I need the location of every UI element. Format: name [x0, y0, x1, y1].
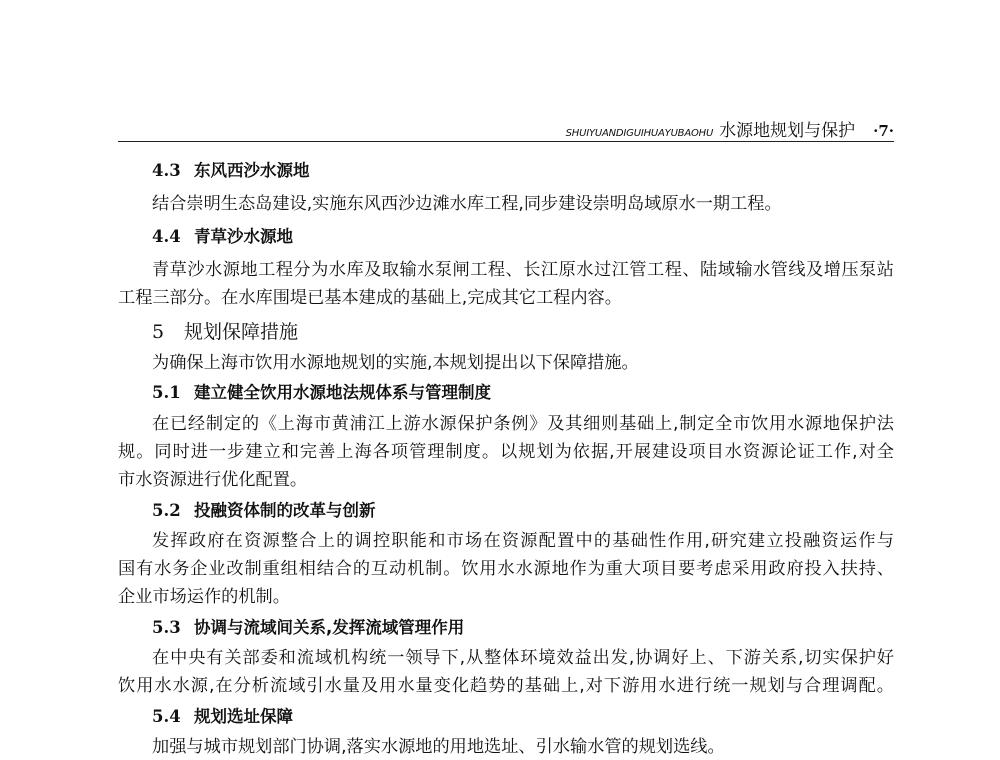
section-number: 5.1	[152, 383, 181, 402]
section-title: 规划选址保障	[194, 707, 293, 726]
running-header	[566, 116, 894, 141]
section-number: 5.2	[152, 501, 181, 520]
section-title: 东风西沙水源地	[194, 161, 310, 180]
section-heading-5-4	[118, 704, 894, 730]
header-rule	[118, 141, 894, 142]
paragraph-5-1-line-1: 在已经制定的《上海市黄浦江上游水源保护条例》及其细则基础上,制定全市饮用水源地保护法	[152, 414, 894, 434]
section-number: 4.3	[152, 161, 181, 180]
header-title: 水源地规划与保护	[719, 121, 856, 141]
section-title: 青草沙水源地	[194, 227, 293, 246]
paragraph-4-4-line-1: 青草沙水源地工程分为水库及取输水泵闸工程、长江原水过江管工程、陆域输水管线及增压泵站	[152, 260, 894, 280]
paragraph-5-2-line-3: 企业市场运作的机制。	[118, 587, 290, 607]
paragraph-5-3-line-1: 在中央有关部委和流域机构统一领导下,从整体环境效益出发,协调好上、下游关系,切实保护好	[152, 648, 894, 668]
paragraph-5-2-line-1: 发挥政府在资源整合上的调控职能和市场在资源配置中的基础性作用,研究建立投融资运作与	[152, 531, 894, 551]
section-title: 规划保障措施	[184, 321, 299, 343]
section-title: 建立健全饮用水源地法规体系与管理制度	[194, 383, 491, 402]
paragraph-4-3: 结合崇明生态岛建设,实施东风西沙边滩水库工程,同步建设崇明岛域原水一期工程。	[152, 194, 782, 214]
section-heading-5	[118, 319, 894, 345]
section-number: 5	[152, 321, 165, 343]
section-heading-5-1	[118, 380, 894, 406]
paragraph-5-3-line-2: 饮用水水源,在分析流域引水量及用水量变化趋势的基础上,对下游用水进行统一规划与合理调配。	[118, 676, 894, 696]
section-heading-5-2	[118, 498, 894, 524]
section-number: 5.4	[152, 707, 181, 726]
paragraph-5: 为确保上海市饮用水源地规划的实施,本规划提出以下保障措施。	[152, 353, 639, 373]
section-heading-4-3	[118, 158, 894, 184]
section-number: 4.4	[152, 227, 181, 246]
page-number: ·7·	[873, 122, 894, 140]
section-title: 投融资体制的改革与创新	[194, 501, 376, 520]
header-pinyin: SHUIYUANDIGUIHUAYUBAOHU	[565, 128, 714, 139]
section-number: 5.3	[152, 618, 181, 637]
paragraph-5-2-line-2: 国有水务企业改制重组相结合的互动机制。饮用水水源地作为重大项目要考虑采用政府投入扶持、	[118, 559, 894, 579]
paragraph-5-4: 加强与城市规划部门协调,落实水源地的用地选址、引水输水管的规划选线。	[152, 737, 725, 757]
paragraph-5-1-line-3: 市水资源进行优化配置。	[118, 470, 308, 490]
section-title: 协调与流域间关系,发挥流域管理作用	[194, 618, 465, 637]
paragraph-5-1-line-2: 规。同时进一步建立和完善上海各项管理制度。以规划为依据,开展建设项目水资源论证工作,对全	[118, 442, 894, 462]
section-heading-5-3	[118, 615, 894, 641]
paragraph-4-4-line-2: 工程三部分。在水库围堤已基本建成的基础上,完成其它工程内容。	[118, 288, 622, 308]
section-heading-4-4	[118, 224, 894, 250]
